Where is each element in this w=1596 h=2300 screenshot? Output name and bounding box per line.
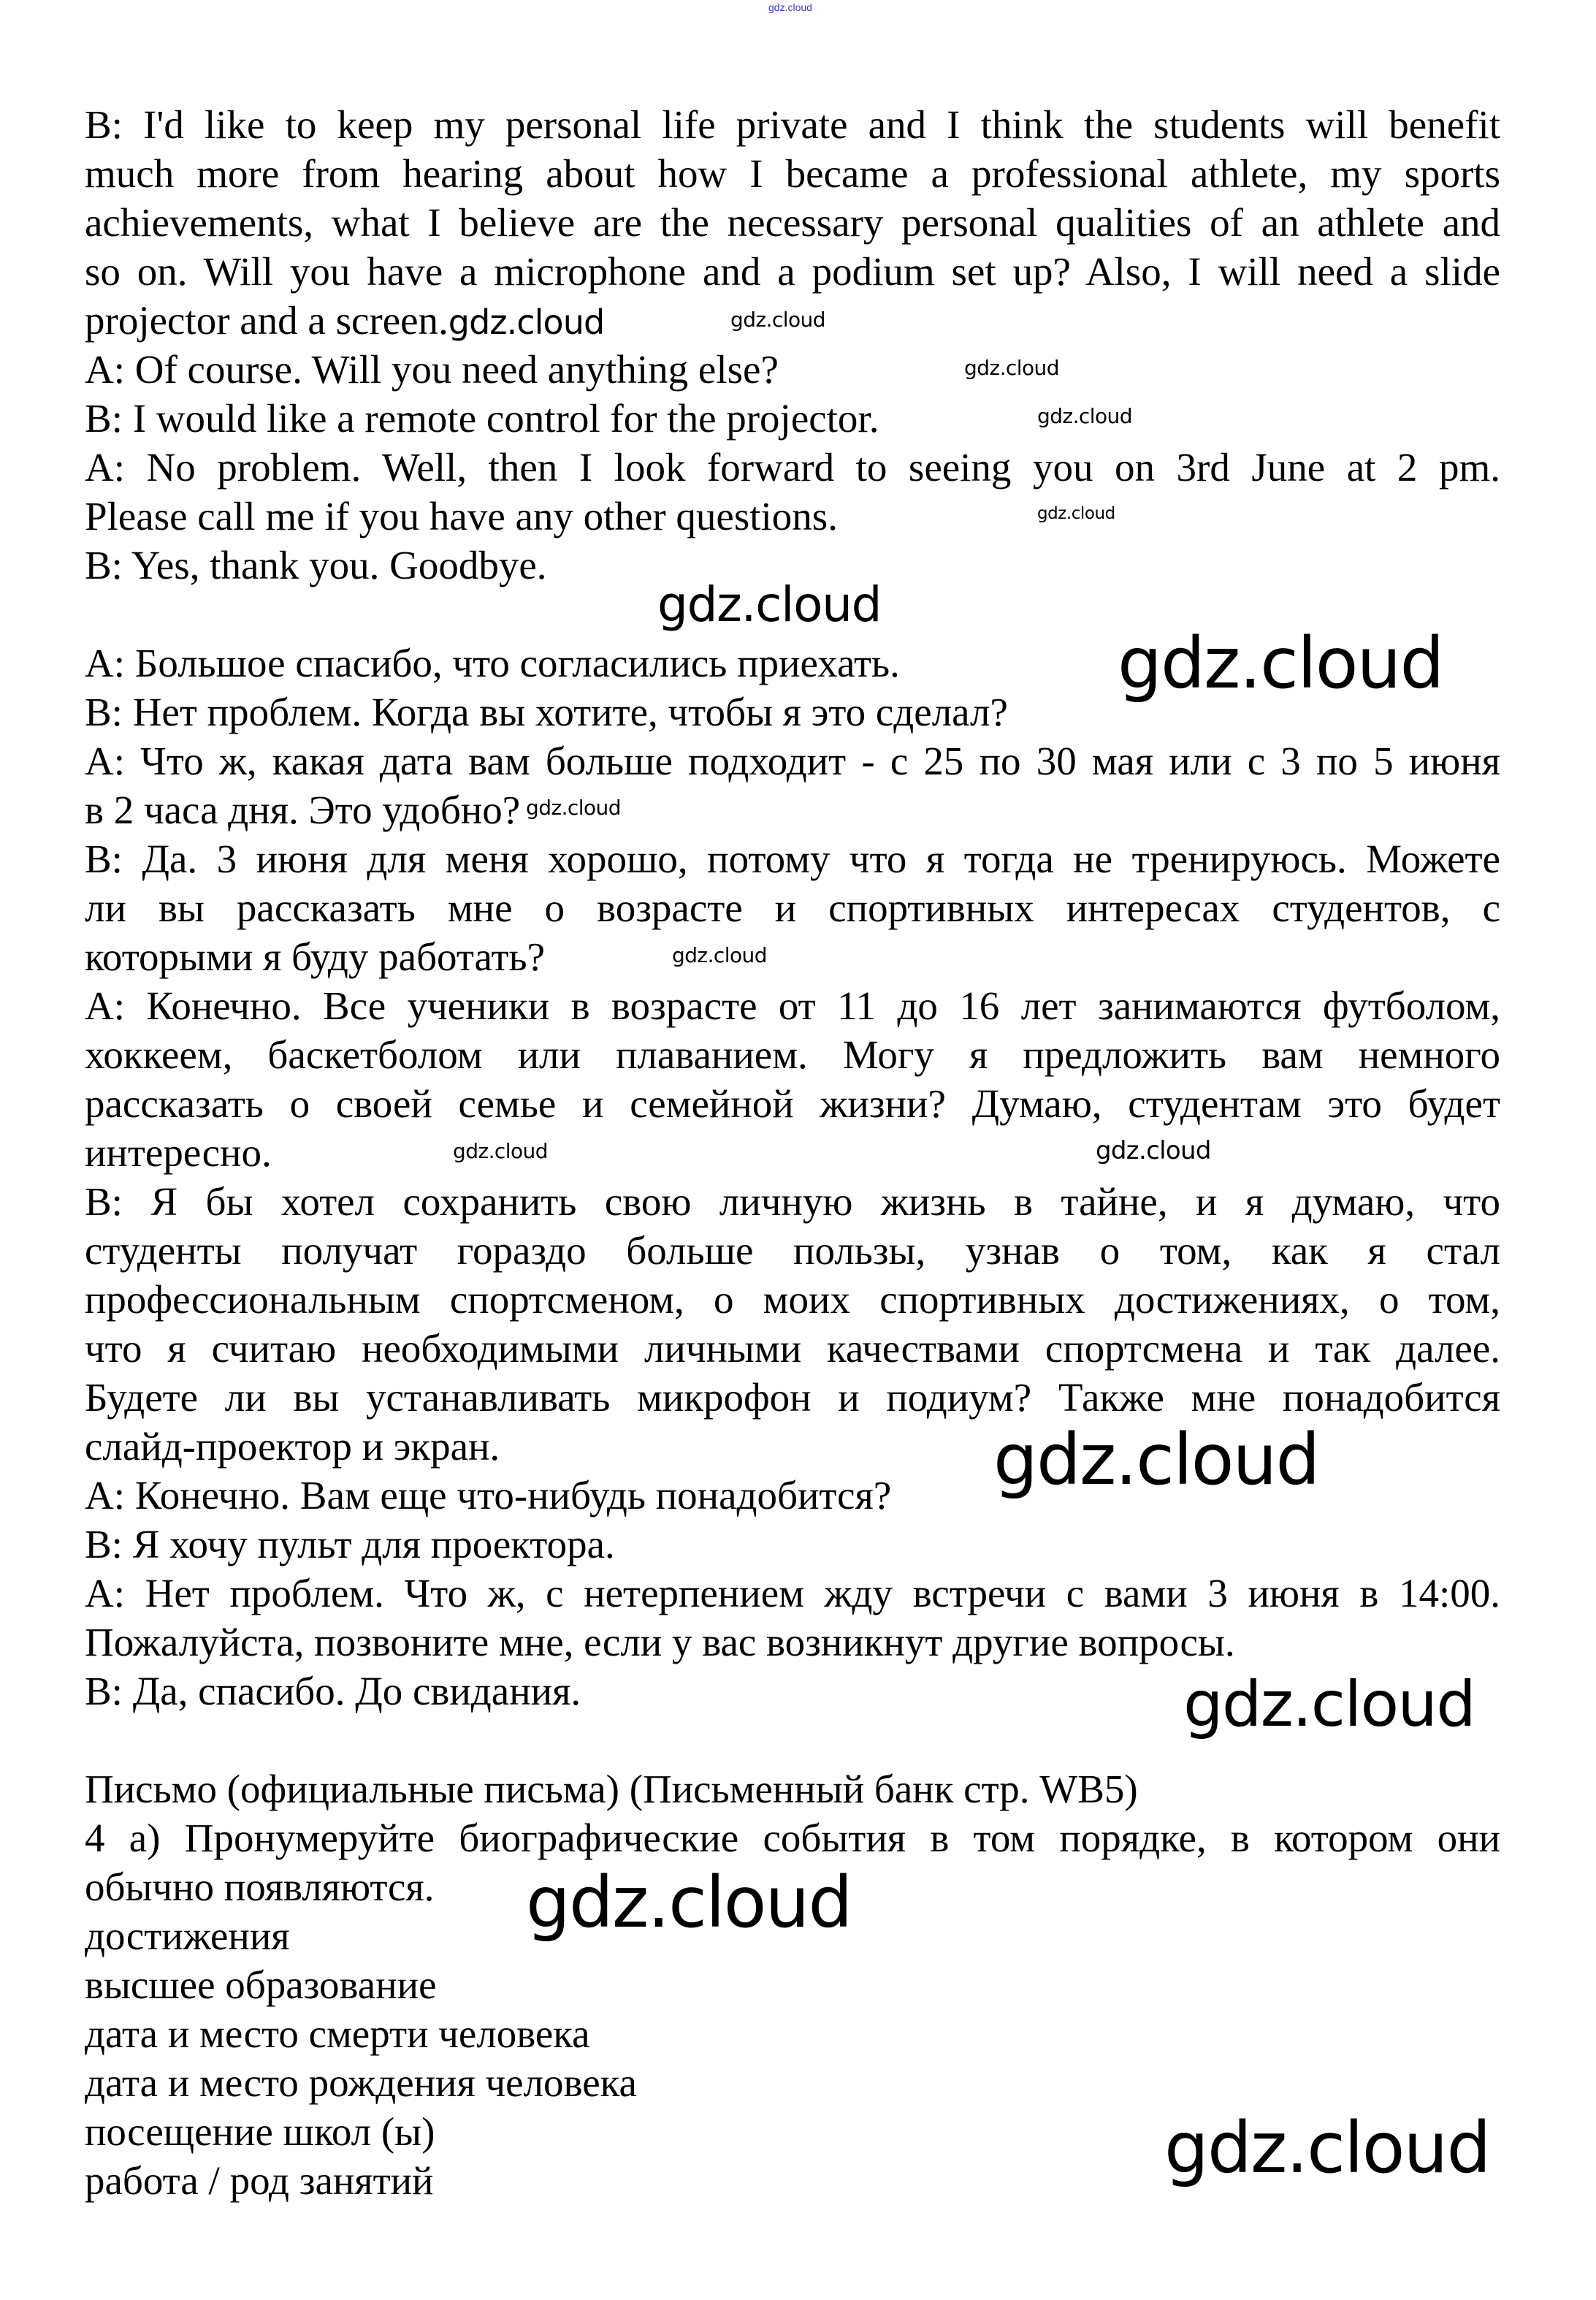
text-line <box>85 2009 1500 2058</box>
line-text: А: Нет проблем. Что ж, с нетерпением жду встречи с вами 3 июня в 14:00. <box>85 1571 1500 1615</box>
paragraph <box>85 834 1500 981</box>
text-line <box>85 834 1500 883</box>
watermark: gdz.cloud <box>1037 404 1132 428</box>
watermark: gdz.cloud <box>1183 1668 1475 1741</box>
line-text: слайд-проектор и экран. <box>85 1424 500 1469</box>
line-text: которыми я буду работать? <box>85 934 546 979</box>
header-watermark: gdz.cloud <box>768 1 812 13</box>
text-line <box>85 1275 1500 1324</box>
watermark: gdz.cloud <box>1118 622 1443 704</box>
line-text: интересно. <box>85 1130 272 1175</box>
line-text: высшее образование <box>85 1962 437 2007</box>
text-line <box>85 932 1500 981</box>
line-text: в 2 часа дня. Это удобно? <box>85 788 521 832</box>
line-text: рассказать о своей семье и семейной жизни? Думаю, студентам это будет <box>85 1081 1500 1126</box>
line-text: Please call me if you have any other questions. <box>85 494 838 538</box>
line-text: 4 а) Пронумеруйте биографические события в том порядке, в котором они <box>85 1816 1500 1860</box>
line-text: Будете ли вы устанавливать микрофон и подиум? Также мне понадобится <box>85 1375 1500 1420</box>
paragraph <box>85 443 1500 541</box>
line-text: В: Я бы хотел сохранить свою личную жизнь в тайне, и я думаю, что <box>85 1179 1500 1224</box>
line-text: Пожалуйста, позвоните мне, если у вас возникнут другие вопросы. <box>85 1620 1235 1664</box>
text-line <box>85 1128 1500 1177</box>
line-text: achievements, what I believe are the necessary personal qualities of an athlete and <box>85 200 1500 245</box>
text-line <box>85 1520 1500 1569</box>
paragraph <box>85 1520 1500 1569</box>
text-line <box>85 2058 1500 2107</box>
watermark: gdz.cloud <box>672 943 767 967</box>
watermark: gdz.cloud <box>448 302 605 342</box>
line-text: Письмо (официальные письма) (Письменный банк стр. WB5) <box>85 1767 1138 1811</box>
paragraph <box>85 394 1500 443</box>
text-line <box>85 1030 1500 1079</box>
line-text: дата и место смерти человека <box>85 2011 590 2056</box>
paragraph <box>85 736 1500 834</box>
line-text: достижения <box>85 1914 290 1958</box>
line-text: А: Конечно. Вам еще что-нибудь понадобится? <box>85 1473 892 1518</box>
text-line <box>85 198 1500 247</box>
line-text: A: Of course. Will you need anything else? <box>85 347 779 392</box>
text-line <box>85 443 1500 492</box>
line-text: B: I'd like to keep my personal life private and I think the students will benefit <box>85 102 1500 147</box>
paragraph <box>85 1764 1500 1813</box>
text-line <box>85 1373 1500 1422</box>
text-line <box>85 1177 1500 1226</box>
text-line <box>85 394 1500 443</box>
watermark: gdz.cloud <box>1037 504 1115 523</box>
line-text: В: Я хочу пульт для проектора. <box>85 1522 615 1566</box>
paragraph <box>85 1569 1500 1667</box>
watermark: gdz.cloud <box>993 1419 1319 1501</box>
text-line <box>85 1960 1500 2009</box>
line-text: обычно появляются. <box>85 1865 435 1909</box>
text-line <box>85 100 1500 149</box>
watermark: gdz.cloud <box>526 796 621 820</box>
text-line <box>85 1764 1500 1813</box>
watermark: gdz.cloud <box>964 356 1059 380</box>
text-line <box>85 1079 1500 1128</box>
text-line <box>85 736 1500 785</box>
text-line <box>85 1569 1500 1618</box>
text-line <box>85 247 1500 296</box>
watermark: gdz.cloud <box>1164 2107 1490 2189</box>
watermark: gdz.cloud <box>453 1139 548 1163</box>
line-text: посещение школ (ы) <box>85 2109 435 2154</box>
line-text: so on. Will you have a microphone and a podium set up? Also, I will need a slide <box>85 249 1500 294</box>
line-text: В: Да. 3 июня для меня хорошо, потому что я тогда не тренируюсь. Можете <box>85 837 1500 881</box>
text-line <box>85 492 1500 541</box>
text-line <box>85 1618 1500 1667</box>
line-text: студенты получат гораздо больше пользы, узнав о том, как я стал <box>85 1228 1500 1273</box>
line-text: А: Конечно. Все ученики в возрасте от 11 до 16 лет занимаются футболом, <box>85 983 1500 1028</box>
line-text: А: Что ж, какая дата вам больше подходит - с 25 по 30 мая или с 3 по 5 июня <box>85 739 1500 783</box>
line-text: профессиональным спортсменом, о моих спортивных достижениях, о том, <box>85 1277 1500 1322</box>
line-text: что я считаю необходимыми личными качествами спортсмена и так далее. <box>85 1326 1500 1371</box>
line-text: В: Нет проблем. Когда вы хотите, чтобы я это сделал? <box>85 690 1008 734</box>
line-text: B: Yes, thank you. Goodbye. <box>85 543 547 587</box>
watermark: gdz.cloud <box>1096 1136 1211 1165</box>
line-text: much more from hearing about how I became a professional athlete, my sports <box>85 151 1500 196</box>
line-text: B: I would like a remote control for the projector. <box>85 396 879 441</box>
line-text: А: Большое спасибо, что согласились приехать. <box>85 641 900 685</box>
paragraph <box>85 2058 1500 2107</box>
watermark: gdz.cloud <box>730 308 825 332</box>
paragraph <box>85 345 1500 394</box>
line-text: В: Да, спасибо. До свидания. <box>85 1669 581 1713</box>
paragraph <box>85 2009 1500 2058</box>
text-line <box>85 785 1500 834</box>
text-line <box>85 1324 1500 1373</box>
line-text: дата и место рождения человека <box>85 2060 637 2105</box>
text-line <box>85 345 1500 394</box>
paragraph <box>85 981 1500 1177</box>
paragraph <box>85 1960 1500 2009</box>
text-line <box>85 981 1500 1030</box>
line-text: работа / род занятий <box>85 2158 434 2203</box>
text-line <box>85 883 1500 932</box>
text-line <box>85 1226 1500 1275</box>
text-line <box>85 1813 1500 1862</box>
line-text: ли вы рассказать мне о возрасте и спортивных интересах студентов, с <box>85 886 1500 930</box>
watermark: gdz.cloud <box>657 576 882 633</box>
line-text: A: No problem. Well, then I look forward to seeing you on 3rd June at 2 pm. <box>85 445 1500 490</box>
line-text: хоккеем, баскетболом или плаванием. Могу я предложить вам немного <box>85 1032 1500 1077</box>
text-line <box>85 149 1500 198</box>
line-text: projector and a screen. <box>85 298 448 343</box>
watermark: gdz.cloud <box>526 1862 852 1943</box>
